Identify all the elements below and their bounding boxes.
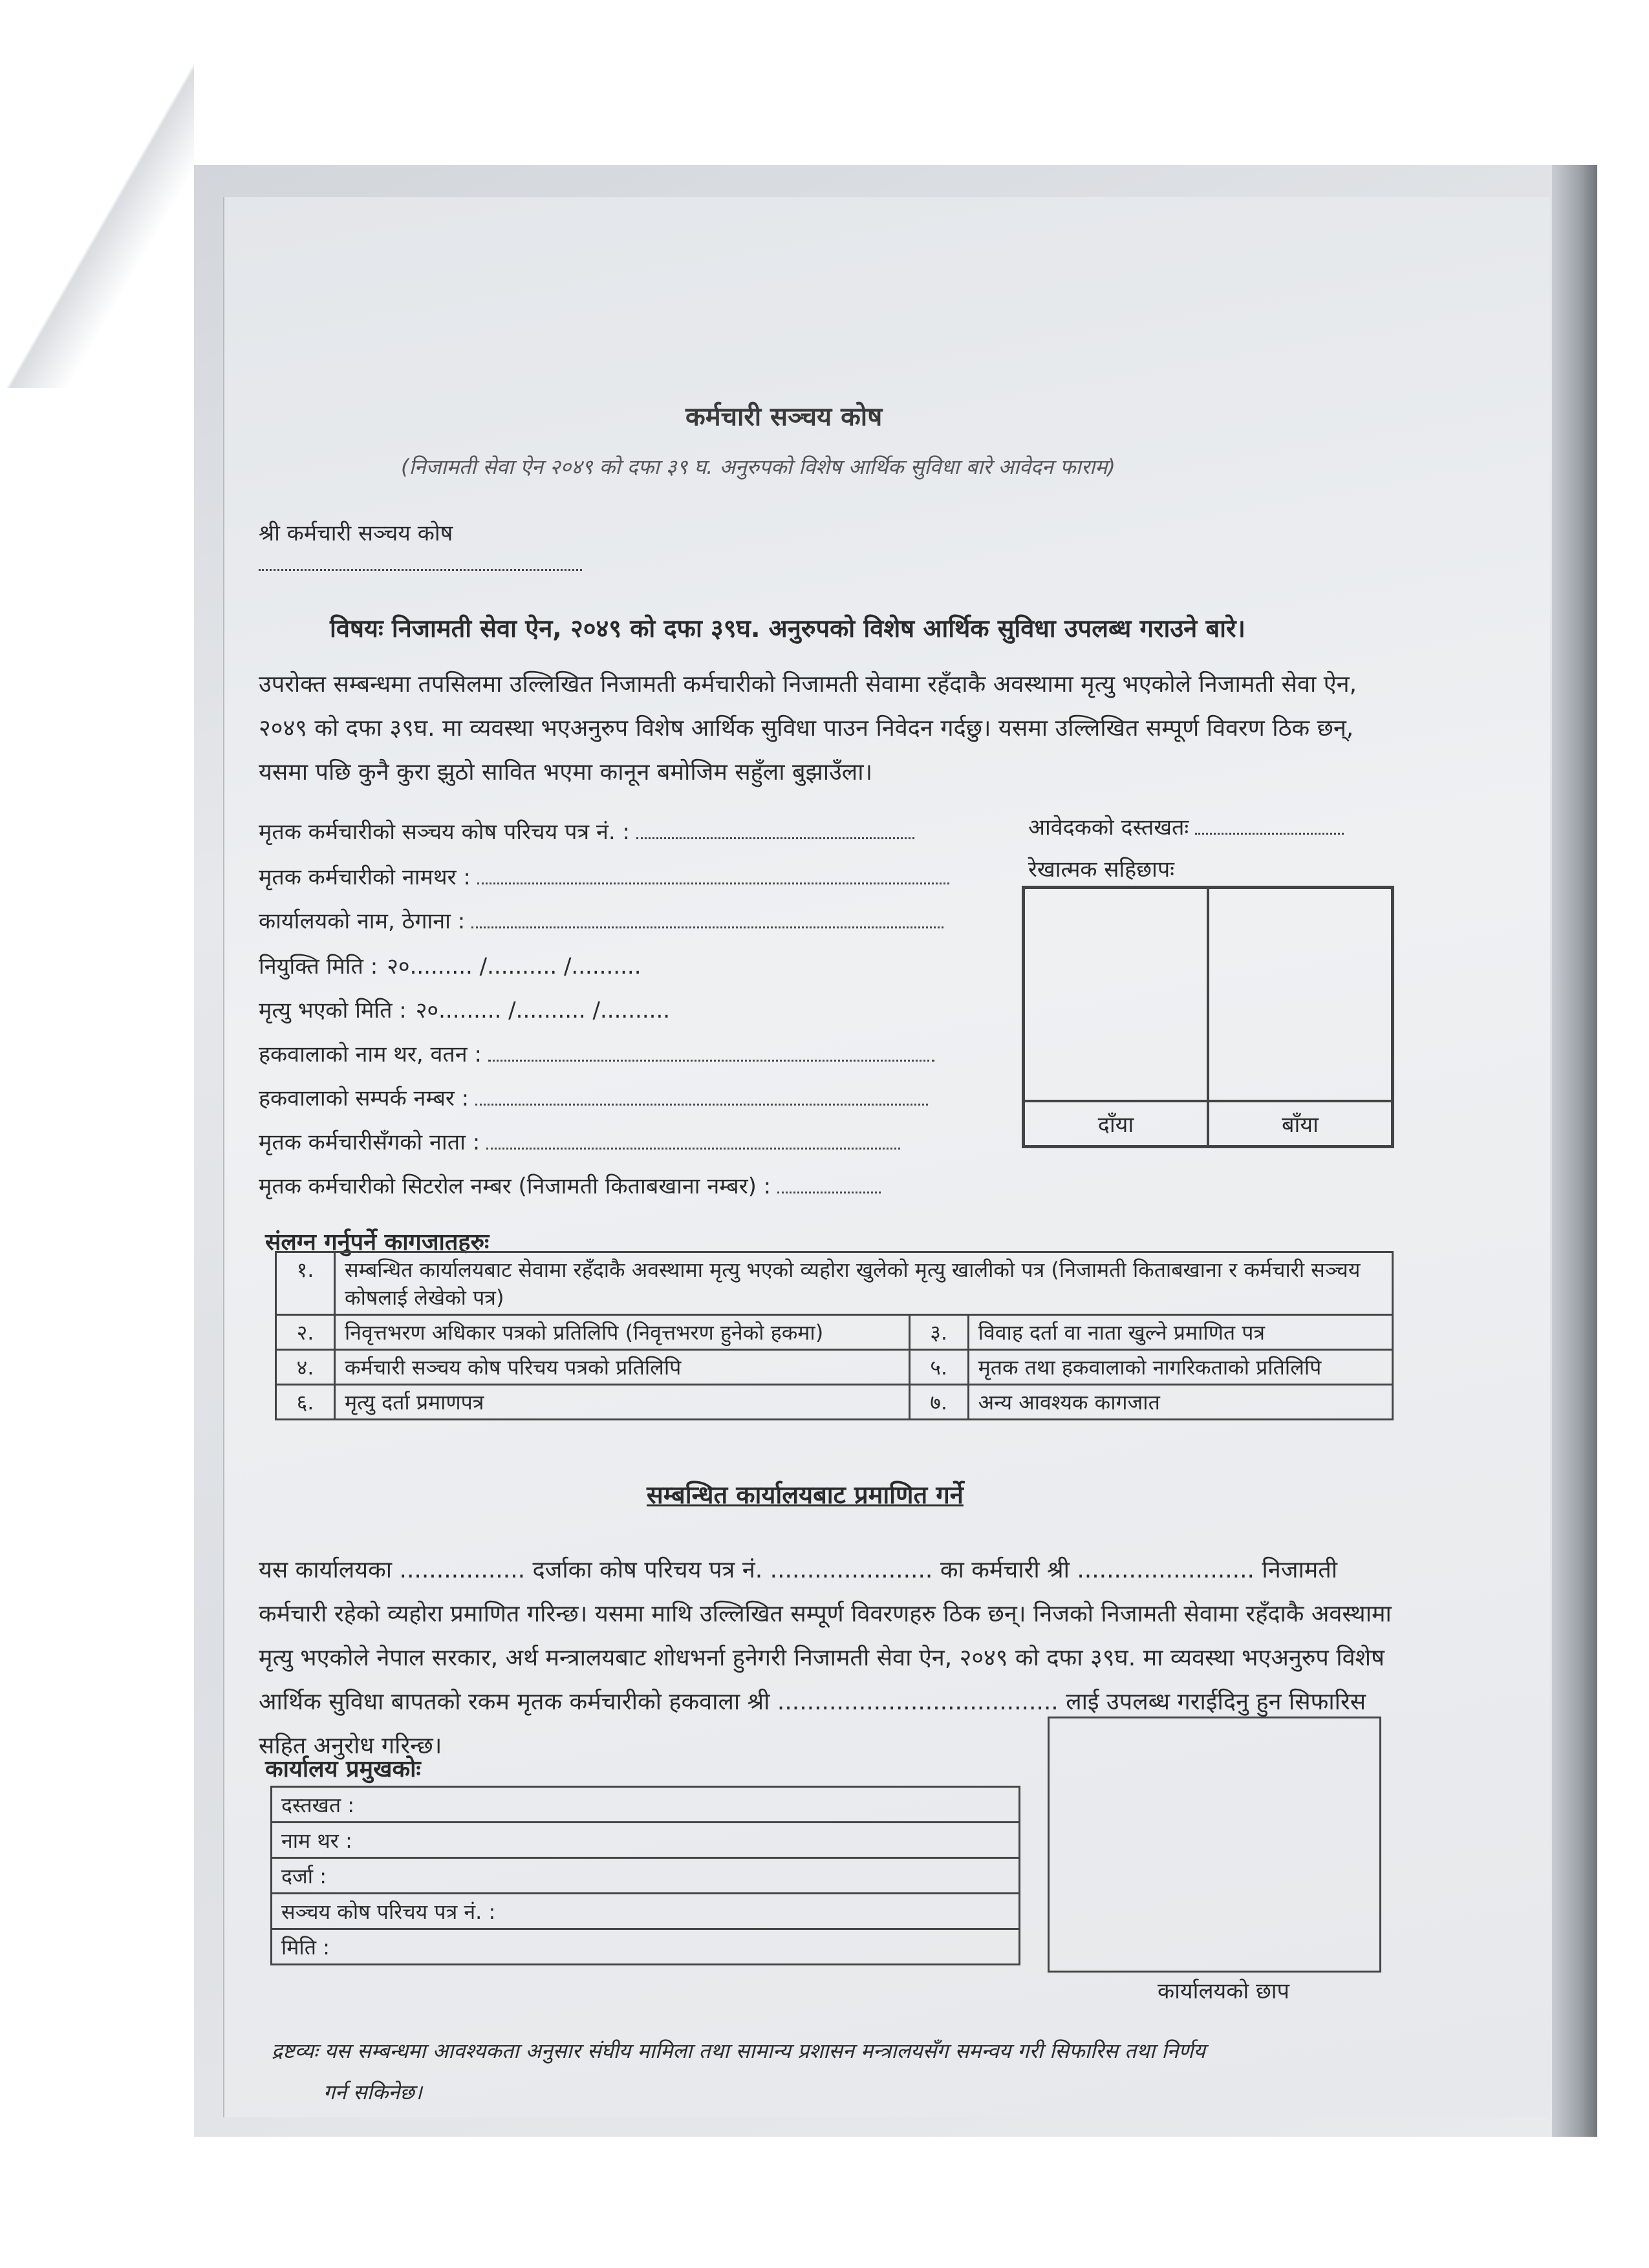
field-appointment-date[interactable] xyxy=(259,950,641,980)
scan-binding-strip xyxy=(1552,165,1597,2137)
item-text: विवाह दर्ता वा नाता खुल्ने प्रमाणित पत्र xyxy=(968,1315,1392,1350)
field-sitrol-no[interactable] xyxy=(259,1170,881,1200)
field-heir-contact[interactable] xyxy=(259,1082,928,1112)
field-label: हकवालाको सम्पर्क नम्बर : xyxy=(259,1086,469,1111)
signature-line[interactable] xyxy=(1195,816,1344,835)
fill-line[interactable] xyxy=(488,1043,934,1062)
field-label: मृत्यु भएको मिति : xyxy=(259,998,407,1023)
item-text: मृत्यु दर्ता प्रमाणपत्र xyxy=(335,1385,910,1420)
note-line-2: गर्न सकिनेछ। xyxy=(323,2080,422,2104)
field-label: हकवालाको नाम थर, वतन : xyxy=(259,1042,482,1067)
form-title: कर्मचारी सञ्चय कोष xyxy=(685,402,883,432)
office-chief-table xyxy=(270,1786,1020,1965)
fill-line[interactable] xyxy=(477,866,949,884)
field-label: मृतक कर्मचारीको नामथर : xyxy=(259,864,471,890)
table-row[interactable] xyxy=(272,1858,1020,1894)
table-row[interactable] xyxy=(272,1787,1020,1823)
chief-date-row[interactable]: मिति : xyxy=(272,1929,1020,1965)
form-subtitle: (निजामती सेवा ऐन २०४९ को दफा ३९ घ. अनुरुपको विशेष आर्थिक सुविधा बारे आवेदन फाराम) xyxy=(401,455,1116,479)
item-number: ७. xyxy=(909,1385,968,1420)
scan-edge xyxy=(0,0,194,388)
table-row xyxy=(276,1315,1393,1350)
addressee: श्री कर्मचारी सञ्चय कोष xyxy=(259,520,453,546)
item-number: १. xyxy=(276,1252,335,1315)
right-thumb-area[interactable] xyxy=(1024,888,1208,1101)
fill-line[interactable] xyxy=(471,910,943,928)
field-heir-name[interactable] xyxy=(259,1038,934,1068)
office-stamp-box[interactable] xyxy=(1048,1717,1381,1973)
applicant-signature[interactable] xyxy=(1028,811,1344,841)
item-number: ४. xyxy=(276,1350,335,1385)
field-name[interactable] xyxy=(259,861,949,891)
attachments-title: संलग्न गर्नुपर्ने कागजातहरुः xyxy=(265,1229,490,1256)
table-row[interactable] xyxy=(272,1929,1020,1965)
field-relation[interactable] xyxy=(259,1126,900,1156)
field-label: मृतक कर्मचारीसँगको नाता : xyxy=(259,1129,480,1155)
table-row xyxy=(276,1252,1393,1315)
chief-signature-row[interactable]: दस्तखत : xyxy=(272,1787,1020,1823)
verification-paragraph: यस कार्यालयका ................. दर्जाका कोष परिचय पत्र नं. ...................... का कर्मचारी श्री ........................ निजामती कर्मचारी रहेको व्यहोरा प्रमाणित गरिन्छ। यसमा माथि उल्लिखित सम्पूर्ण विवरणहरु ठिक छन्। निजको निजामती सेवामा रहँदाकै अवस्थामा मृत्यु भएकोले नेपाल सरकार, अर्थ मन्त्रालयबाट शोधभर्ना हुनेगरी निजामती सेवा ऐन, २०४९ को दफा ३९घ. मा व्यवस्था भएअनुरुप विशेष आर्थिक सुविधा बापतको रकम मृतक कर्मचारीको हकवाला श्री ...................................... लाई उपलब्ध गराईदिनु हुन सिफारिस सहित अनुरोध गरिन्छ। xyxy=(259,1557,1392,1759)
subject-line: विषयः निजामती सेवा ऐन, २०४९ को दफा ३९घ. अनुरुपको विशेष आर्थिक सुविधा उपलब्ध गराउने बारे। xyxy=(330,614,1245,643)
item-text: अन्य आवश्यक कागजात xyxy=(968,1385,1392,1420)
fill-line[interactable] xyxy=(636,820,914,839)
item-text: मृतक तथा हकवालाको नागरिकताको प्रतिलिपि xyxy=(968,1350,1392,1385)
addressee-dotted-line xyxy=(259,569,582,571)
date-template[interactable]: २०......... /.......... /.......... xyxy=(387,954,641,979)
item-text: निवृत्तभरण अधिकार पत्रको प्रतिलिपि (निवृत्तभरण हुनेको हकमा) xyxy=(335,1315,910,1350)
verification-title: सम्बन्धित कार्यालयबाट प्रमाणित गर्ने xyxy=(647,1481,964,1509)
item-number: ५. xyxy=(909,1350,968,1385)
date-template[interactable]: २०......... /.......... /.......... xyxy=(415,998,671,1023)
item-number: २. xyxy=(276,1315,335,1350)
signature-label: आवेदकको दस्तखतः xyxy=(1028,815,1189,840)
field-label: नियुक्ति मिति : xyxy=(259,954,378,979)
field-label: मृतक कर्मचारीको सिटरोल नम्बर (निजामती किताबखाना नम्बर) : xyxy=(259,1173,771,1199)
table-row[interactable] xyxy=(272,1894,1020,1929)
thumbprint-label: रेखात्मक सहिछापः xyxy=(1028,857,1174,883)
field-office[interactable] xyxy=(259,905,943,935)
left-thumb-label: बाँया xyxy=(1208,1101,1392,1146)
item-number: ३. xyxy=(909,1315,968,1350)
intro-paragraph: उपरोक्त सम्बन्धमा तपसिलमा उल्लिखित निजामती कर्मचारीको निजामती सेवामा रहँदाकै अवस्थामा मृत्यु भएकोले निजामती सेवा ऐन, २०४९ को दफा ३९घ. मा व्यवस्था भएअनुरुप विशेष आर्थिक सुविधा पाउन निवेदन गर्दछु। यसमा उल्लिखित सम्पूर्ण विवरण ठिक छन्, यसमा पछि कुनै कुरा झुठो सावित भएमा कानून बमोजिम सहुँला बुझाउँला। xyxy=(259,671,1357,786)
right-thumb-label: दाँया xyxy=(1024,1101,1208,1146)
chief-name-row[interactable]: नाम थर : xyxy=(272,1823,1020,1858)
item-number: ६. xyxy=(276,1385,335,1420)
office-stamp-label: कार्यालयको छाप xyxy=(1158,1978,1289,2004)
note xyxy=(272,2030,1416,2113)
attachments-table xyxy=(275,1251,1394,1420)
chief-fund-id-row[interactable]: सञ्चय कोष परिचय पत्र नं. : xyxy=(272,1894,1020,1929)
table-row xyxy=(276,1350,1393,1385)
table-row[interactable] xyxy=(272,1823,1020,1858)
note-line-1: द्रष्टव्यः यस सम्बन्धमा आवश्यकता अनुसार संघीय मामिला तथा सामान्य प्रशासन मन्त्रालयसँग समन्वय गरी सिफारिस तथा निर्णय xyxy=(272,2038,1205,2063)
office-chief-title: कार्यालय प्रमुखकोः xyxy=(265,1756,421,1782)
field-death-date[interactable] xyxy=(259,994,670,1024)
field-fund-id[interactable] xyxy=(259,816,914,846)
fill-line[interactable] xyxy=(486,1131,900,1150)
table-row xyxy=(276,1385,1393,1420)
thumbprint-box xyxy=(1022,886,1394,1148)
field-label: कार्यालयको नाम, ठेगाना : xyxy=(259,908,466,934)
field-label: मृतक कर्मचारीको सञ्चय कोष परिचय पत्र नं. : xyxy=(259,819,630,845)
item-text: सम्बन्धित कार्यालयबाट सेवामा रहँदाकै अवस्थामा मृत्यु भएको व्यहोरा खुलेको मृत्यु खालीको पत्र (निजामती किताबखाना र कर्मचारी सञ्चय कोषलाई लेखेको पत्र) xyxy=(335,1252,1393,1315)
chief-rank-row[interactable]: दर्जा : xyxy=(272,1858,1020,1894)
fill-line[interactable] xyxy=(475,1087,928,1106)
left-thumb-area[interactable] xyxy=(1208,888,1392,1101)
fill-line[interactable] xyxy=(777,1175,881,1193)
item-text: कर्मचारी सञ्चय कोष परिचय पत्रको प्रतिलिपि xyxy=(335,1350,910,1385)
